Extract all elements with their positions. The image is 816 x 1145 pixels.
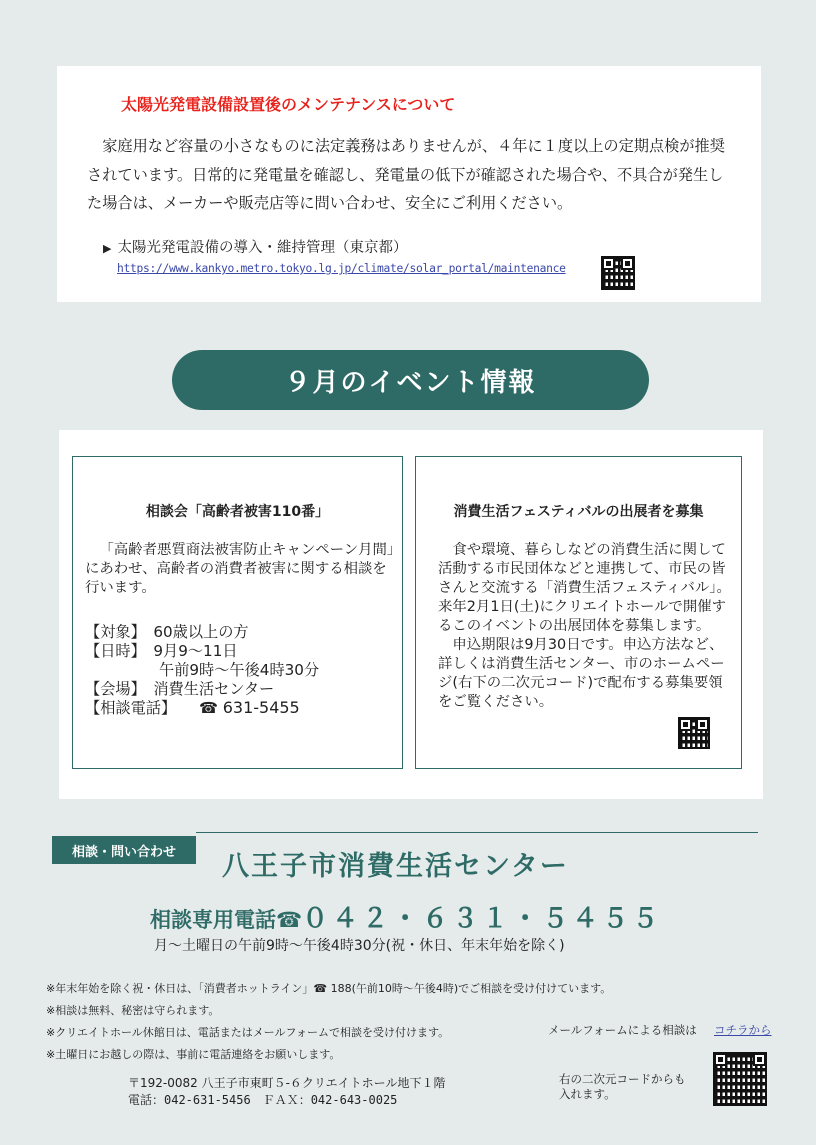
- note-free-confidential: ※相談は無料、秘密は守られます。: [46, 1004, 220, 1017]
- consultation-event-card: [72, 456, 403, 769]
- consultation-date: 【日時】 9月9～11日: [85, 642, 238, 660]
- maintenance-url-link[interactable]: https://www.kankyo.metro.tokyo.lg.jp/climate/solar_portal/maintenance: [117, 262, 566, 275]
- events-heading: ９月のイベント情報: [172, 350, 649, 410]
- qr-code-icon: [713, 1052, 767, 1106]
- address: 〒192-0082 八王子市東町５-６クリエイトホール地下１階: [128, 1076, 446, 1090]
- phone-icon: ☎: [276, 908, 303, 932]
- events-panel: [59, 430, 763, 799]
- maintenance-panel: [57, 66, 761, 302]
- consultation-target: 【対象】 60歳以上の方: [85, 623, 249, 641]
- maintenance-title: 太陽光発電設備設置後のメンテナンスについて: [121, 95, 456, 114]
- consultation-time: 午前9時～午後4時30分: [159, 661, 320, 679]
- consultation-phone-number: 631-5455: [222, 698, 300, 717]
- triangle-right-icon: ▶: [103, 242, 112, 255]
- qr-note: 右の二次元コードからも入れます。: [559, 1072, 686, 1101]
- phone-icon: ☎: [198, 699, 218, 717]
- festival-event-card: [415, 456, 742, 769]
- maintenance-link-label: [103, 236, 407, 257]
- contact-badge: 相談・問い合わせ: [52, 836, 196, 864]
- mail-form-link[interactable]: コチラから: [714, 1023, 772, 1037]
- festival-body: [438, 541, 734, 712]
- contact-divider: [196, 832, 758, 833]
- mail-form-label: メールフォームによる相談は: [548, 1023, 697, 1037]
- festival-body-paragraph-1: 食や環境、暮らしなどの消費生活に関して活動する市民団体などと連携して、市民の皆さんと交流する「消費生活フェスティバル」。来年2月1日(土)にクリエイトホールで開催するこのイベントの出展団体を募集します。: [438, 542, 731, 634]
- note-closed-days: ※クリエイトホール休館日は、電話またはメールフォームで相談を受け付けます。: [46, 1026, 450, 1039]
- festival-title: 消費生活フェスティバルの出展者を募集: [453, 504, 704, 520]
- consultation-phone-row: [85, 697, 300, 718]
- consultation-phone-label: 【相談電話】: [85, 699, 177, 717]
- center-name: 八王子市消費生活センター: [222, 851, 569, 882]
- maintenance-body: 家庭用など容量の小さなものに法定義務はありませんが、４年に１度以上の定期点検が推奨されています。日常的に発電量を確認し、発電量の低下が確認された場合や、不具合が発生した場合は、メーカーや販売店等に問い合わせ、安全にご利用ください。: [87, 137, 725, 212]
- maintenance-link-text: 太陽光発電設備の導入・維持管理（東京都）: [117, 240, 408, 256]
- note-holiday-hotline: ※年末年始を除く祝・休日は、「消費者ホットライン」☎ 188(午前10時～午後4時)でご相談を受け付けています。: [46, 982, 612, 995]
- consultation-venue: 【会場】 消費生活センター: [85, 680, 275, 698]
- qr-code-icon: [678, 717, 710, 749]
- contact-phone-number: ０４２・６３１・５４５５: [302, 904, 663, 934]
- consultation-body: 「高齢者悪質商法被害防止キャンペーン月間」にあわせ、高齢者の消費者被害に関する相談を行います。: [85, 542, 395, 596]
- tel-fax: 電話：042-631-5456 ＦＡＸ：042-643-0025: [128, 1093, 398, 1107]
- contact-phone-label: 相談専用電話: [150, 908, 276, 932]
- contact-phone-line: [150, 898, 662, 935]
- contact-hours: 月～土曜日の午前9時～午後4時30分(祝・休日、年末年始を除く): [154, 938, 565, 954]
- consultation-title: 相談会「高齢者被害110番」: [145, 504, 330, 520]
- festival-body-paragraph-2: 申込期限は9月30日です。申込方法など、詳しくは消費生活センター、市のホームページ(右下の二次元コード)で配布する募集要領をご覧ください。: [438, 637, 725, 710]
- qr-code-icon: [601, 256, 635, 290]
- note-saturday-visit: ※土曜日にお越しの際は、事前に電話連絡をお願いします。: [46, 1048, 341, 1061]
